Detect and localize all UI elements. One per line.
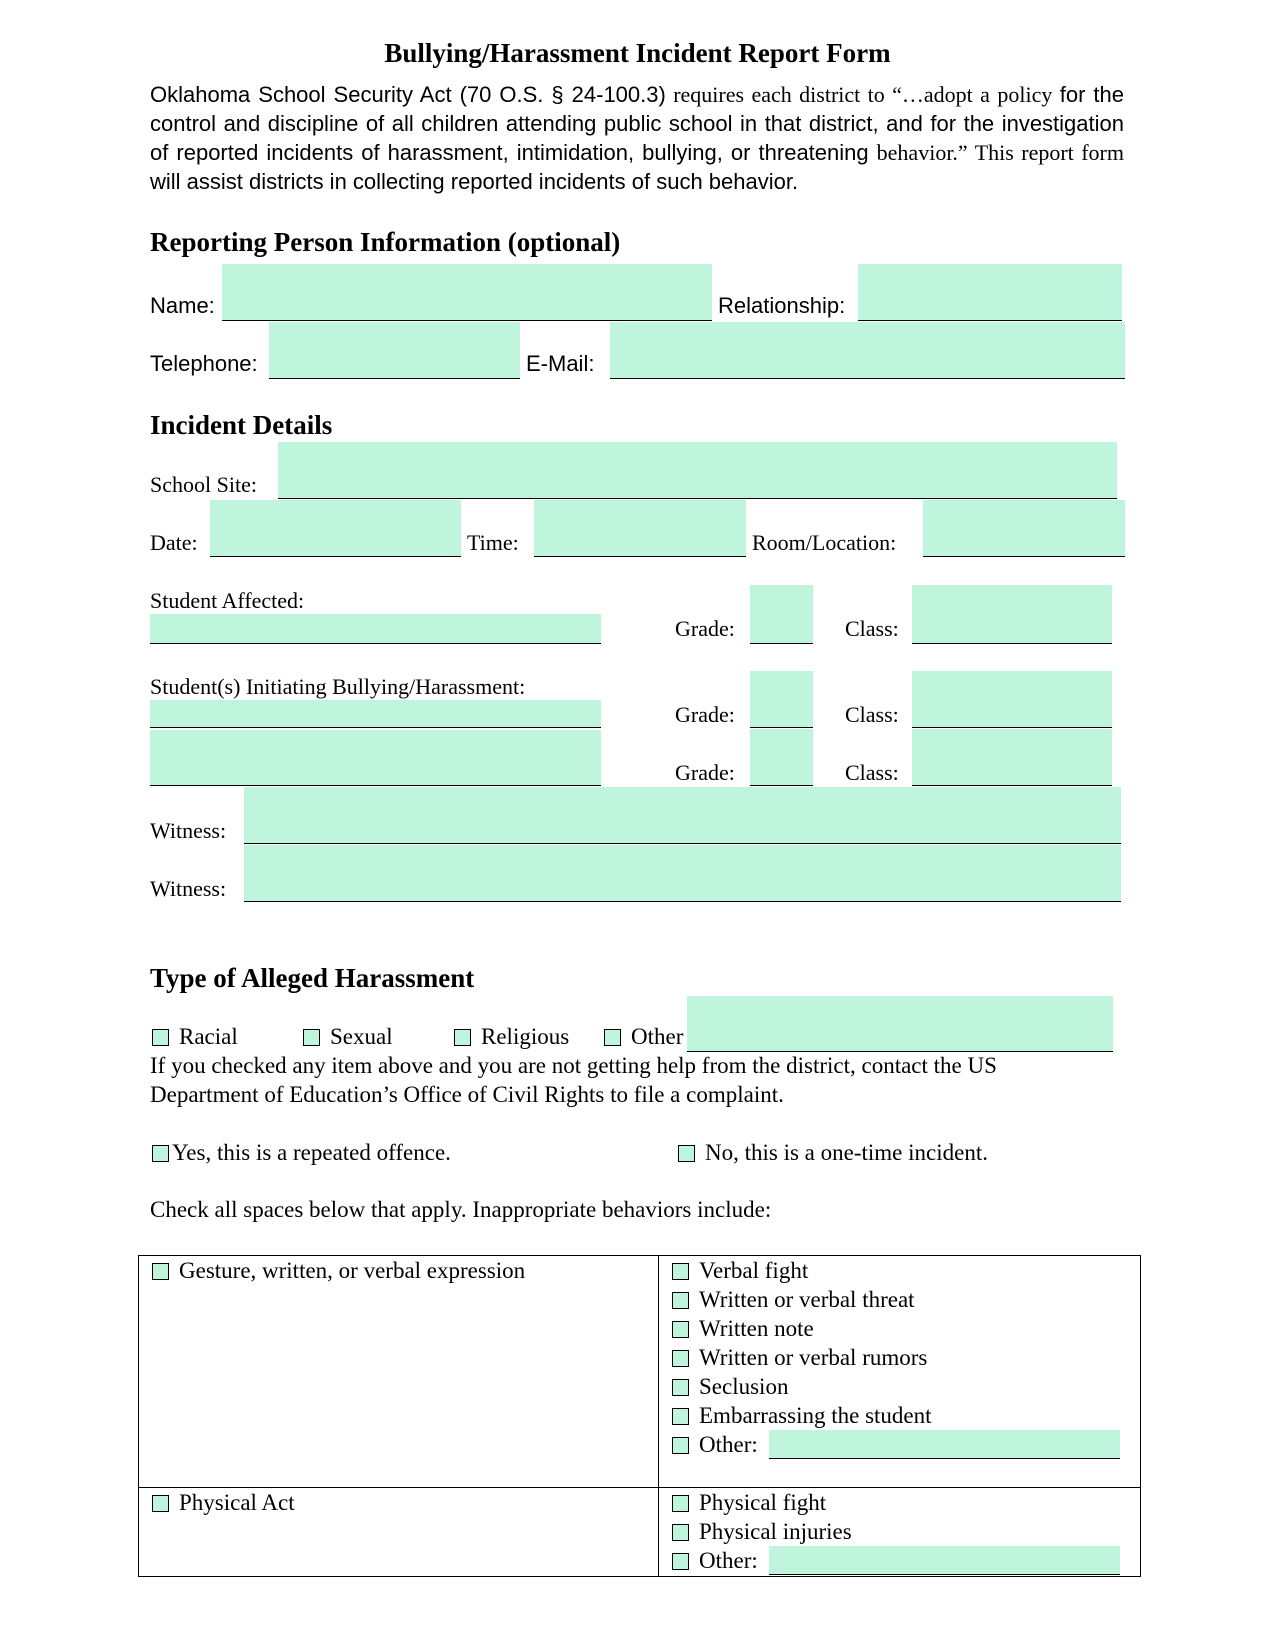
verbal-fight-checkbox[interactable]	[672, 1263, 689, 1280]
room-location-input[interactable]	[923, 500, 1125, 556]
affected-class-field[interactable]	[912, 585, 1112, 644]
physical-fight-label: Physical fight	[699, 1490, 827, 1515]
time-label: Time:	[467, 530, 519, 555]
other-physical-field[interactable]	[769, 1546, 1120, 1575]
intro-quote-body: for the control and discipline of all children attending public school in that district, and for the investigation of reported incidents of harassment, intimidation, bullying, or threatening	[150, 82, 1124, 165]
initiating-2-grade-field[interactable]	[750, 729, 813, 786]
name-field[interactable]	[222, 264, 712, 321]
religious-label: Religious	[481, 1024, 570, 1049]
other-verbal-checkbox[interactable]	[672, 1437, 689, 1454]
physical-fight-checkbox[interactable]	[672, 1495, 689, 1512]
other-verbal-field[interactable]	[769, 1430, 1120, 1459]
room-location-label: Room/Location:	[752, 530, 897, 555]
affected-class-input[interactable]	[912, 585, 1112, 643]
physical-injuries-checkbox[interactable]	[672, 1524, 689, 1541]
behaviors-instructions: Check all spaces below that apply. Inappropriate behaviors include:	[150, 1197, 772, 1222]
telephone-label: Telephone:	[150, 351, 258, 376]
initiating-1-class-label: Class:	[845, 702, 899, 727]
date-field[interactable]	[210, 500, 461, 557]
relationship-label: Relationship:	[718, 293, 846, 318]
name-input[interactable]	[222, 264, 712, 320]
witness-2-label: Witness:	[150, 876, 227, 901]
physical-act-label: Physical Act	[179, 1490, 295, 1515]
date-input[interactable]	[210, 500, 461, 556]
written-verbal-threat-label: Written or verbal threat	[699, 1287, 915, 1312]
initiating-2-grade-label: Grade:	[675, 760, 735, 785]
email-input[interactable]	[610, 322, 1125, 378]
behaviors-table	[138, 1255, 1141, 1577]
embarrassing-label: Embarrassing the student	[699, 1403, 932, 1428]
written-verbal-threat-checkbox[interactable]	[672, 1292, 689, 1309]
initiating-2-class-field[interactable]	[912, 729, 1112, 786]
initiating-1-grade-label: Grade:	[675, 702, 735, 727]
incident-heading: Incident Details	[150, 410, 333, 440]
email-label: E-Mail:	[526, 351, 595, 376]
intro-paragraph	[150, 80, 1124, 196]
time-input[interactable]	[534, 500, 746, 556]
affected-grade-label: Grade:	[675, 616, 735, 641]
written-note-checkbox[interactable]	[672, 1321, 689, 1338]
repeated-offence-checkbox[interactable]	[152, 1145, 169, 1162]
name-label: Name:	[150, 293, 215, 318]
rumors-label: Written or verbal rumors	[699, 1345, 928, 1370]
other-type-input[interactable]	[687, 996, 1113, 1051]
seclusion-label: Seclusion	[699, 1374, 789, 1399]
school-site-field[interactable]	[278, 442, 1117, 499]
intro-quote-end: behavior.” This report form	[876, 140, 1124, 165]
table-row-divider	[138, 1487, 1141, 1488]
sexual-checkbox[interactable]	[303, 1029, 320, 1046]
intro-act-name: Oklahoma School Security Act (70 O.S. § 24-100.3)	[150, 82, 666, 107]
reporting-heading: Reporting Person Information (optional)	[150, 227, 621, 257]
other-verbal-input[interactable]	[769, 1430, 1120, 1458]
affected-grade-field[interactable]	[750, 585, 813, 644]
initiating-2-class-input[interactable]	[912, 729, 1112, 785]
initiating-1-class-field[interactable]	[912, 671, 1112, 728]
written-note-label: Written note	[699, 1316, 814, 1341]
school-site-label: School Site:	[150, 472, 257, 497]
other-physical-checkbox[interactable]	[672, 1553, 689, 1570]
relationship-field[interactable]	[858, 264, 1122, 321]
telephone-field[interactable]	[269, 322, 520, 379]
email-field[interactable]	[610, 322, 1125, 379]
initiating-student-1-field[interactable]	[150, 700, 601, 728]
physical-injuries-label: Physical injuries	[699, 1519, 852, 1544]
student-affected-field[interactable]	[150, 614, 601, 644]
intro-purpose: will assist districts in collecting reported incidents of such behavior.	[150, 169, 799, 194]
date-label: Date:	[150, 530, 198, 555]
physical-act-checkbox[interactable]	[152, 1495, 169, 1512]
initiating-student-2-field[interactable]	[150, 730, 601, 786]
initiating-student-1-input[interactable]	[150, 700, 601, 727]
student-affected-input[interactable]	[150, 614, 601, 643]
initiating-1-grade-field[interactable]	[750, 671, 813, 728]
sexual-label: Sexual	[330, 1024, 393, 1049]
initiating-student-2-input[interactable]	[150, 730, 601, 785]
room-location-field[interactable]	[923, 500, 1125, 557]
gesture-verbal-label: Gesture, written, or verbal expression	[179, 1258, 526, 1283]
affected-grade-input[interactable]	[750, 585, 813, 643]
rumors-checkbox[interactable]	[672, 1350, 689, 1367]
witness-2-input[interactable]	[244, 845, 1121, 901]
other-verbal-label: Other:	[699, 1432, 758, 1457]
verbal-fight-label: Verbal fight	[699, 1258, 809, 1283]
other-physical-label: Other:	[699, 1548, 758, 1573]
one-time-incident-checkbox[interactable]	[678, 1145, 695, 1162]
table-column-divider	[658, 1255, 659, 1577]
witness-1-label: Witness:	[150, 818, 227, 843]
religious-checkbox[interactable]	[454, 1029, 471, 1046]
racial-checkbox[interactable]	[152, 1029, 169, 1046]
one-time-incident-label: No, this is a one-time incident.	[705, 1140, 988, 1165]
witness-1-field[interactable]	[244, 787, 1121, 844]
initiating-2-class-label: Class:	[845, 760, 899, 785]
repeated-offence-label: Yes, this is a repeated offence.	[172, 1140, 451, 1165]
ocr-note-line1: If you checked any item above and you are not getting help from the district, contact the US	[150, 1053, 997, 1078]
other-type-checkbox[interactable]	[604, 1029, 621, 1046]
telephone-input[interactable]	[269, 322, 520, 378]
other-type-label: Other	[631, 1024, 684, 1049]
other-type-field[interactable]	[687, 996, 1113, 1052]
other-physical-input[interactable]	[769, 1546, 1120, 1574]
time-field[interactable]	[534, 500, 746, 557]
initiating-1-class-input[interactable]	[912, 671, 1112, 727]
school-site-input[interactable]	[278, 442, 1117, 498]
student-affected-label: Student Affected:	[150, 588, 305, 613]
embarrassing-checkbox[interactable]	[672, 1408, 689, 1425]
relationship-input[interactable]	[858, 264, 1122, 320]
witness-2-field[interactable]	[244, 845, 1121, 902]
witness-1-input[interactable]	[244, 787, 1121, 843]
affected-class-label: Class:	[845, 616, 899, 641]
intro-quote-start: requires each district to “…adopt a policy	[665, 82, 1060, 107]
initiating-1-grade-input[interactable]	[750, 671, 813, 727]
initiating-label: Student(s) Initiating Bullying/Harassment:	[150, 674, 526, 699]
gesture-verbal-checkbox[interactable]	[152, 1263, 169, 1280]
type-heading: Type of Alleged Harassment	[150, 963, 475, 993]
seclusion-checkbox[interactable]	[672, 1379, 689, 1396]
initiating-2-grade-input[interactable]	[750, 729, 813, 785]
form-title: Bullying/Harassment Incident Report Form	[384, 38, 891, 68]
ocr-note-line2: Department of Education’s Office of Civil Rights to file a complaint.	[150, 1082, 784, 1107]
racial-label: Racial	[179, 1024, 238, 1049]
